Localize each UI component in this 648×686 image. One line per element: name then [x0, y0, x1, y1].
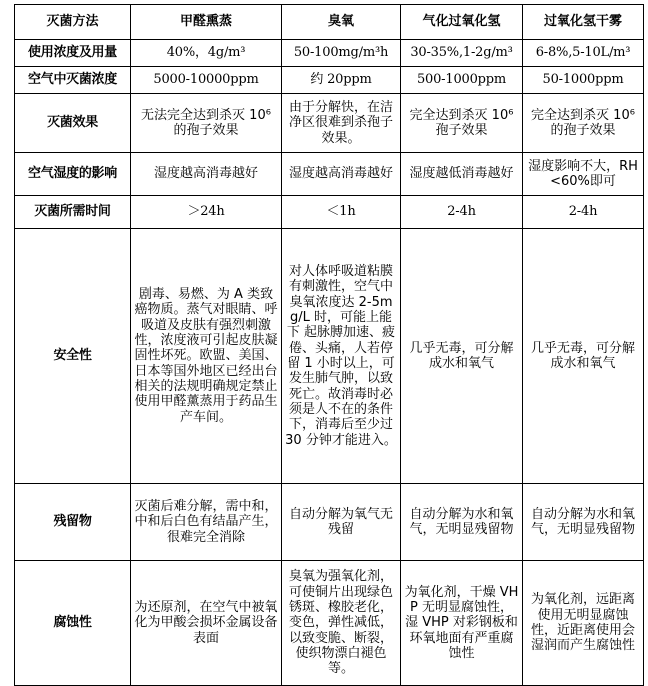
- table-row: [15, 153, 644, 196]
- table-row: [15, 229, 644, 484]
- column-header-ozone: 臭氧: [282, 5, 401, 40]
- row-label-effect: 灭菌效果: [15, 94, 131, 153]
- cell-safety-hp-fog: 几乎无毒，可分解成水和氧气: [523, 229, 644, 484]
- cell-corrosivity-hp-fog: 为氧化剂，远距离使用无明显腐蚀性，近距离使用会湿润而产生腐蚀性: [523, 561, 644, 686]
- column-header-vhp: 气化过氧化氢: [401, 5, 523, 40]
- table-row: [15, 196, 644, 229]
- cell-concentration-formaldehyde: 40%，4g/m³: [131, 40, 282, 67]
- row-label-safety: 安全性: [15, 229, 131, 484]
- column-header-formaldehyde: 甲醛熏蒸: [131, 5, 282, 40]
- cell-time-hp-fog: 2-4h: [523, 196, 644, 229]
- cell-corrosivity-vhp: 为氧化剂，干燥 VHP 无明显腐蚀性，湿 VHP 对彩钢板和环氧地面有严重腐蚀性: [401, 561, 523, 686]
- table-row: [15, 67, 644, 94]
- row-label-air-concentration: 空气中灭菌浓度: [15, 67, 131, 94]
- cell-concentration-hp-fog: 6-8%,5-10L/m³: [523, 40, 644, 67]
- table-row: [15, 40, 644, 67]
- cell-residue-vhp: 自动分解为水和氧气，无明显残留物: [401, 484, 523, 561]
- cell-corrosivity-formaldehyde: 为还原剂，在空气中被氧化为甲酸会损坏金属设备表面: [131, 561, 282, 686]
- cell-air-concentration-vhp: 500-1000ppm: [401, 67, 523, 94]
- cell-safety-formaldehyde: 剧毒、易燃、为 A 类致癌物质。蒸气对眼睛、呼吸道及皮肤有强烈刺激性，浓度液可引起皮肤凝固性坏死。欧盟、美国、日本等国外地区已经出台 相关的法规明确规定禁止使用甲醛薰蒸用于药品生产车间。: [131, 229, 282, 484]
- cell-humidity-vhp: 湿度越低消毒越好: [401, 153, 523, 196]
- cell-concentration-ozone: 50-100mg/m³h: [282, 40, 401, 67]
- table-header-row: [15, 5, 644, 40]
- cell-time-vhp: 2-4h: [401, 196, 523, 229]
- cell-effect-vhp: 完全达到杀灭 10⁶ 孢子效果: [401, 94, 523, 153]
- cell-residue-hp-fog: 自动分解为水和氧气，无明显残留物: [523, 484, 644, 561]
- cell-humidity-ozone: 湿度越高消毒越好: [282, 153, 401, 196]
- column-header-method: 灭菌方法: [15, 5, 131, 40]
- row-label-residue: 残留物: [15, 484, 131, 561]
- row-label-humidity: 空气湿度的影响: [15, 153, 131, 196]
- column-header-hp-fog: 过氧化氢干雾: [523, 5, 644, 40]
- cell-time-formaldehyde: ＞24h: [131, 196, 282, 229]
- table-row: [15, 484, 644, 561]
- table-row: [15, 94, 644, 153]
- cell-humidity-hp-fog: 湿度影响不大，RH<60%即可: [523, 153, 644, 196]
- table-row: [15, 561, 644, 686]
- cell-safety-ozone: 对人体呼吸道粘膜有刺激性，空气中臭氧浓度达 2-5mg/L 时，可能上能下 起脉膊加速、疲倦、头痛，人若停留 1 小时以上，可发生肺气肿，以致死亡。故消毒时必须是人不在的条件下，消毒后至少过 30 分钟才能进入。: [282, 229, 401, 484]
- cell-time-ozone: ＜1h: [282, 196, 401, 229]
- cell-safety-vhp: 几乎无毒，可分解成水和氧气: [401, 229, 523, 484]
- cell-effect-formaldehyde: 无法完全达到杀灭 10⁶ 的孢子效果: [131, 94, 282, 153]
- cell-air-concentration-hp-fog: 50-1000ppm: [523, 67, 644, 94]
- cell-effect-ozone: 由于分解快，在洁净区很难到杀孢子效果。: [282, 94, 401, 153]
- cell-corrosivity-ozone: 臭氧为强氧化剂，可使铜片出现绿色锈斑、橡胶老化，变色，弹性减低，以致变脆、断裂，使织物漂白褪色等。: [282, 561, 401, 686]
- cell-residue-ozone: 自动分解为氧气无残留: [282, 484, 401, 561]
- cell-residue-formaldehyde: 灭菌后难分解，需中和，中和后白色有结晶产生，很难完全消除: [131, 484, 282, 561]
- row-label-concentration: 使用浓度及用量: [15, 40, 131, 67]
- cell-humidity-formaldehyde: 湿度越高消毒越好: [131, 153, 282, 196]
- cell-effect-hp-fog: 完全达到杀灭 10⁶的孢子效果: [523, 94, 644, 153]
- cell-air-concentration-ozone: 约 20ppm: [282, 67, 401, 94]
- row-label-time: 灭菌所需时间: [15, 196, 131, 229]
- sterilization-comparison-table: [14, 4, 644, 686]
- row-label-corrosivity: 腐蚀性: [15, 561, 131, 686]
- cell-concentration-vhp: 30-35%,1-2g/m³: [401, 40, 523, 67]
- cell-air-concentration-formaldehyde: 5000-10000ppm: [131, 67, 282, 94]
